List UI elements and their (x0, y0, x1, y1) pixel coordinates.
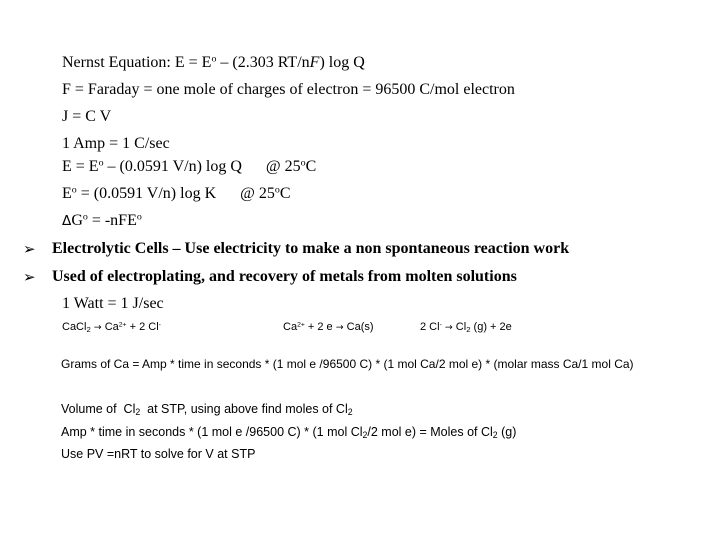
electrolytic-cells-bullet: Electrolytic Cells – Use electricity to make a non spontaneous reaction work (52, 240, 570, 257)
reaction-calcium-reduction: $Ca^{2+} + 2$ e → Ca(s) (283, 321, 374, 333)
moles-chlorine-formula: Amp * time in seconds * (1 mol e /96500 C) * (1 mol $Cl_2/2$ mol e) = Moles of $Cl_2$ (g) (61, 425, 517, 441)
electroplating-bullet: Used of electroplating, and recovery of metals from molten solutions (52, 268, 517, 285)
reaction-chloride-oxidation: 2 $Cl^- \to Cl_2$ (g) + 2e (420, 321, 512, 334)
delta-g-line: $\Delta G^o = -nFE^o$ (62, 211, 142, 229)
faraday-line: F = Faraday = one mole of charges of electron = 96500 C/mol electron (62, 81, 515, 98)
arrow-bullet-icon: ➢ (23, 240, 36, 258)
arrow-icon: → (335, 322, 344, 333)
arrow-icon: → (444, 322, 453, 333)
chlorine-volume-line: Volume of $Cl_2$ at STP, using above find moles of $Cl_2$ (61, 402, 353, 418)
nernst-equation-line: Nernst Equation: $E = E^o - (2.303$ RT/nF) log Q (62, 53, 365, 71)
arrow-bullet-icon: ➢ (23, 268, 36, 286)
watt-line: 1 Watt = 1 J/sec (62, 295, 164, 312)
arrow-icon: → (93, 322, 102, 333)
amp-line: 1 Amp = 1 C/sec (62, 135, 170, 152)
e-25c-line: $E = E^o - (0.0591$ V/n) log Q @ 25$^o$C (62, 157, 317, 175)
pv-nrt-line: Use PV =nRT to solve for V at STP (61, 447, 256, 461)
jcv-line: J = C V (62, 108, 112, 125)
eo-25c-line: $E^o = (0.0591$ V/n) log K @ 25$^o$C (62, 184, 291, 202)
reaction-cacl2-dissociation: CaCl$_2$ → $Ca^{2+} + 2$ Cl- (62, 321, 161, 334)
grams-calcium-formula: Grams of Ca = Amp * time in seconds * (1 mol e /96500 C) * (1 mol Ca/2 mol e) * (molar mass Ca/1 mol Ca) (61, 357, 634, 371)
